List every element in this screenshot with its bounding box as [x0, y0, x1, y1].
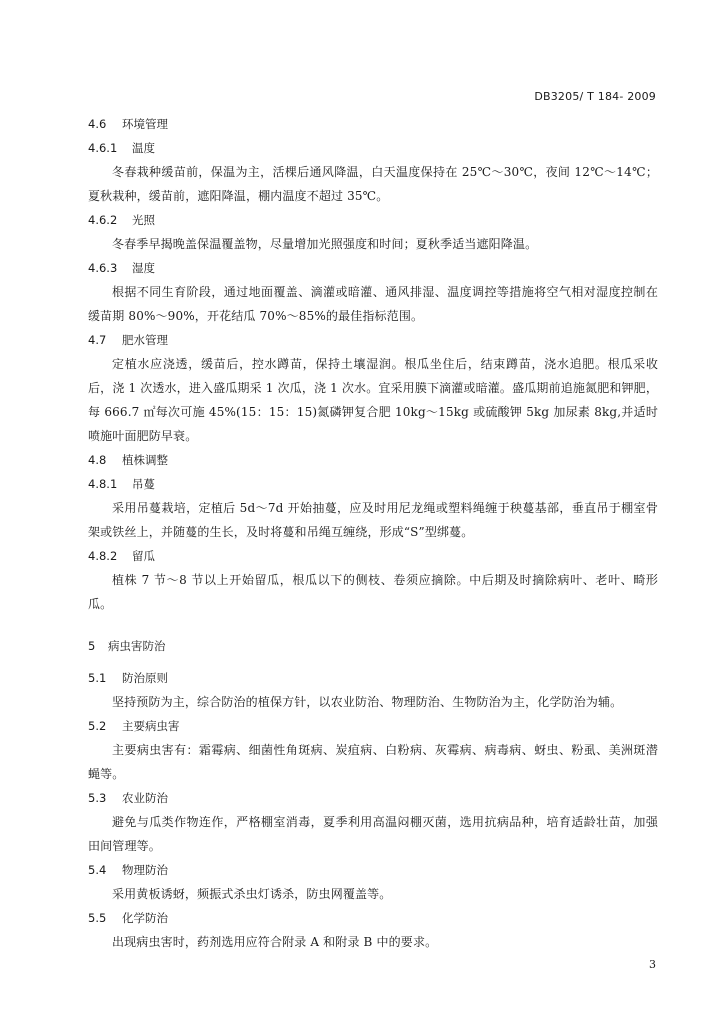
section-number: 5.5	[88, 911, 107, 925]
section-title: 化学防治	[122, 911, 168, 925]
paragraph: 冬春栽种缓苗前，保温为主，活棵后通风降温，白天温度保持在 25℃～30℃，夜间 12℃～14℃；夏秋栽种，缓苗前，遮阳降温，棚内温度不超过 35℃。	[88, 165, 658, 203]
section-number: 5.1	[88, 671, 107, 685]
page-number: 3	[649, 958, 656, 971]
document-code: DB3205/ T 184- 2009	[534, 90, 656, 103]
section-title: 物理防治	[122, 863, 168, 877]
section-number: 4.8.1	[88, 477, 118, 491]
section-heading	[88, 786, 658, 810]
section-number: 4.8.2	[88, 549, 118, 563]
section-heading	[88, 666, 658, 690]
section-title: 植株调整	[122, 453, 168, 467]
paragraph: 冬春季早揭晚盖保温覆盖物，尽量增加光照强度和时间；夏秋季适当遮阳降温。	[112, 237, 538, 251]
section-title: 农业防治	[122, 791, 168, 805]
section-heading	[88, 472, 658, 496]
section-heading	[88, 208, 658, 232]
section-number: 4.8	[88, 453, 107, 467]
section-number: 5.2	[88, 719, 107, 733]
section-number: 5	[88, 639, 96, 653]
section-title: 温度	[132, 141, 155, 155]
section-heading	[88, 328, 658, 352]
section-heading	[88, 858, 658, 882]
section-title: 主要病虫害	[122, 719, 180, 733]
paragraph: 植株 7 节～8 节以上开始留瓜，根瓜以下的侧枝、卷须应摘除。中后期及时摘除病叶、老叶、畸形瓜。	[88, 573, 658, 611]
paragraph: 主要病虫害有：霜霉病、细菌性角斑病、炭疽病、白粉病、灰霉病、病毒病、蚜虫、粉虱、美洲斑潜蝇等。	[88, 743, 658, 781]
section-title: 光照	[132, 213, 155, 227]
section-title: 湿度	[132, 261, 155, 275]
paragraph: 出现病虫害时，药剂选用应符合附录 A 和附录 B 中的要求。	[112, 935, 438, 949]
section-heading	[88, 906, 658, 930]
paragraph: 定植水应浇透，缓苗后，控水蹲苗，保持土壤湿润。根瓜坐住后，结束蹲苗，浇水追肥。根瓜采收后，浇 1 次透水，进入盛瓜期采 1 次瓜，浇 1 次水。宜采用膜下滴灌或暗灌。盛瓜期前追施氮肥和钾肥，每 666.7 ㎡每次可施 45%(15：15：15)氮磷钾复合肥 10kg～15kg 或硫酸钾 5kg 加尿素 8kg,并适时喷施叶面肥防早衰。	[88, 357, 658, 443]
paragraph: 采用吊蔓栽培，定植后 5d～7d 开始抽蔓，应及时用尼龙绳或塑料绳缠于秧蔓基部，垂直吊于棚室骨架或铁丝上，并随蔓的生长，及时将蔓和吊绳互缠绕，形成“S”型绑蔓。	[88, 501, 658, 539]
paragraph: 避免与瓜类作物连作，严格棚室消毒，夏季利用高温闷棚灭菌，选用抗病品种，培育适龄壮苗，加强田间管理等。	[88, 815, 658, 853]
section-heading	[88, 136, 658, 160]
section-number: 5.4	[88, 863, 107, 877]
section-heading	[88, 544, 658, 568]
paragraph: 采用黄板诱蚜，频振式杀虫灯诱杀，防虫网覆盖等。	[112, 887, 392, 901]
section-heading	[88, 714, 658, 738]
section-title: 留瓜	[132, 549, 155, 563]
section-heading	[88, 448, 658, 472]
section-title: 吊蔓	[132, 477, 155, 491]
document-body	[88, 112, 658, 954]
section-heading	[88, 634, 658, 658]
section-number: 4.6	[88, 117, 107, 131]
section-spacer	[88, 658, 658, 666]
section-heading	[88, 112, 658, 136]
section-spacer	[88, 616, 658, 634]
section-number: 4.6.3	[88, 261, 118, 275]
paragraph: 坚持预防为主，综合防治的植保方针，以农业防治、物理防治、生物防治为主，化学防治为辅。	[112, 695, 623, 709]
section-heading	[88, 256, 658, 280]
paragraph: 根据不同生育阶段，通过地面覆盖、滴灌或暗灌、通风排湿、温度调控等措施将空气相对湿度控制在缓苗期 80%～90%，开花结瓜 70%～85%的最佳指标范围。	[88, 285, 658, 323]
section-title: 环境管理	[122, 117, 168, 131]
section-number: 4.7	[88, 333, 107, 347]
section-number: 4.6.1	[88, 141, 118, 155]
section-title: 肥水管理	[122, 333, 168, 347]
section-title: 防治原则	[122, 671, 168, 685]
section-number: 4.6.2	[88, 213, 118, 227]
section-title: 病虫害防治	[108, 639, 166, 653]
section-number: 5.3	[88, 791, 107, 805]
